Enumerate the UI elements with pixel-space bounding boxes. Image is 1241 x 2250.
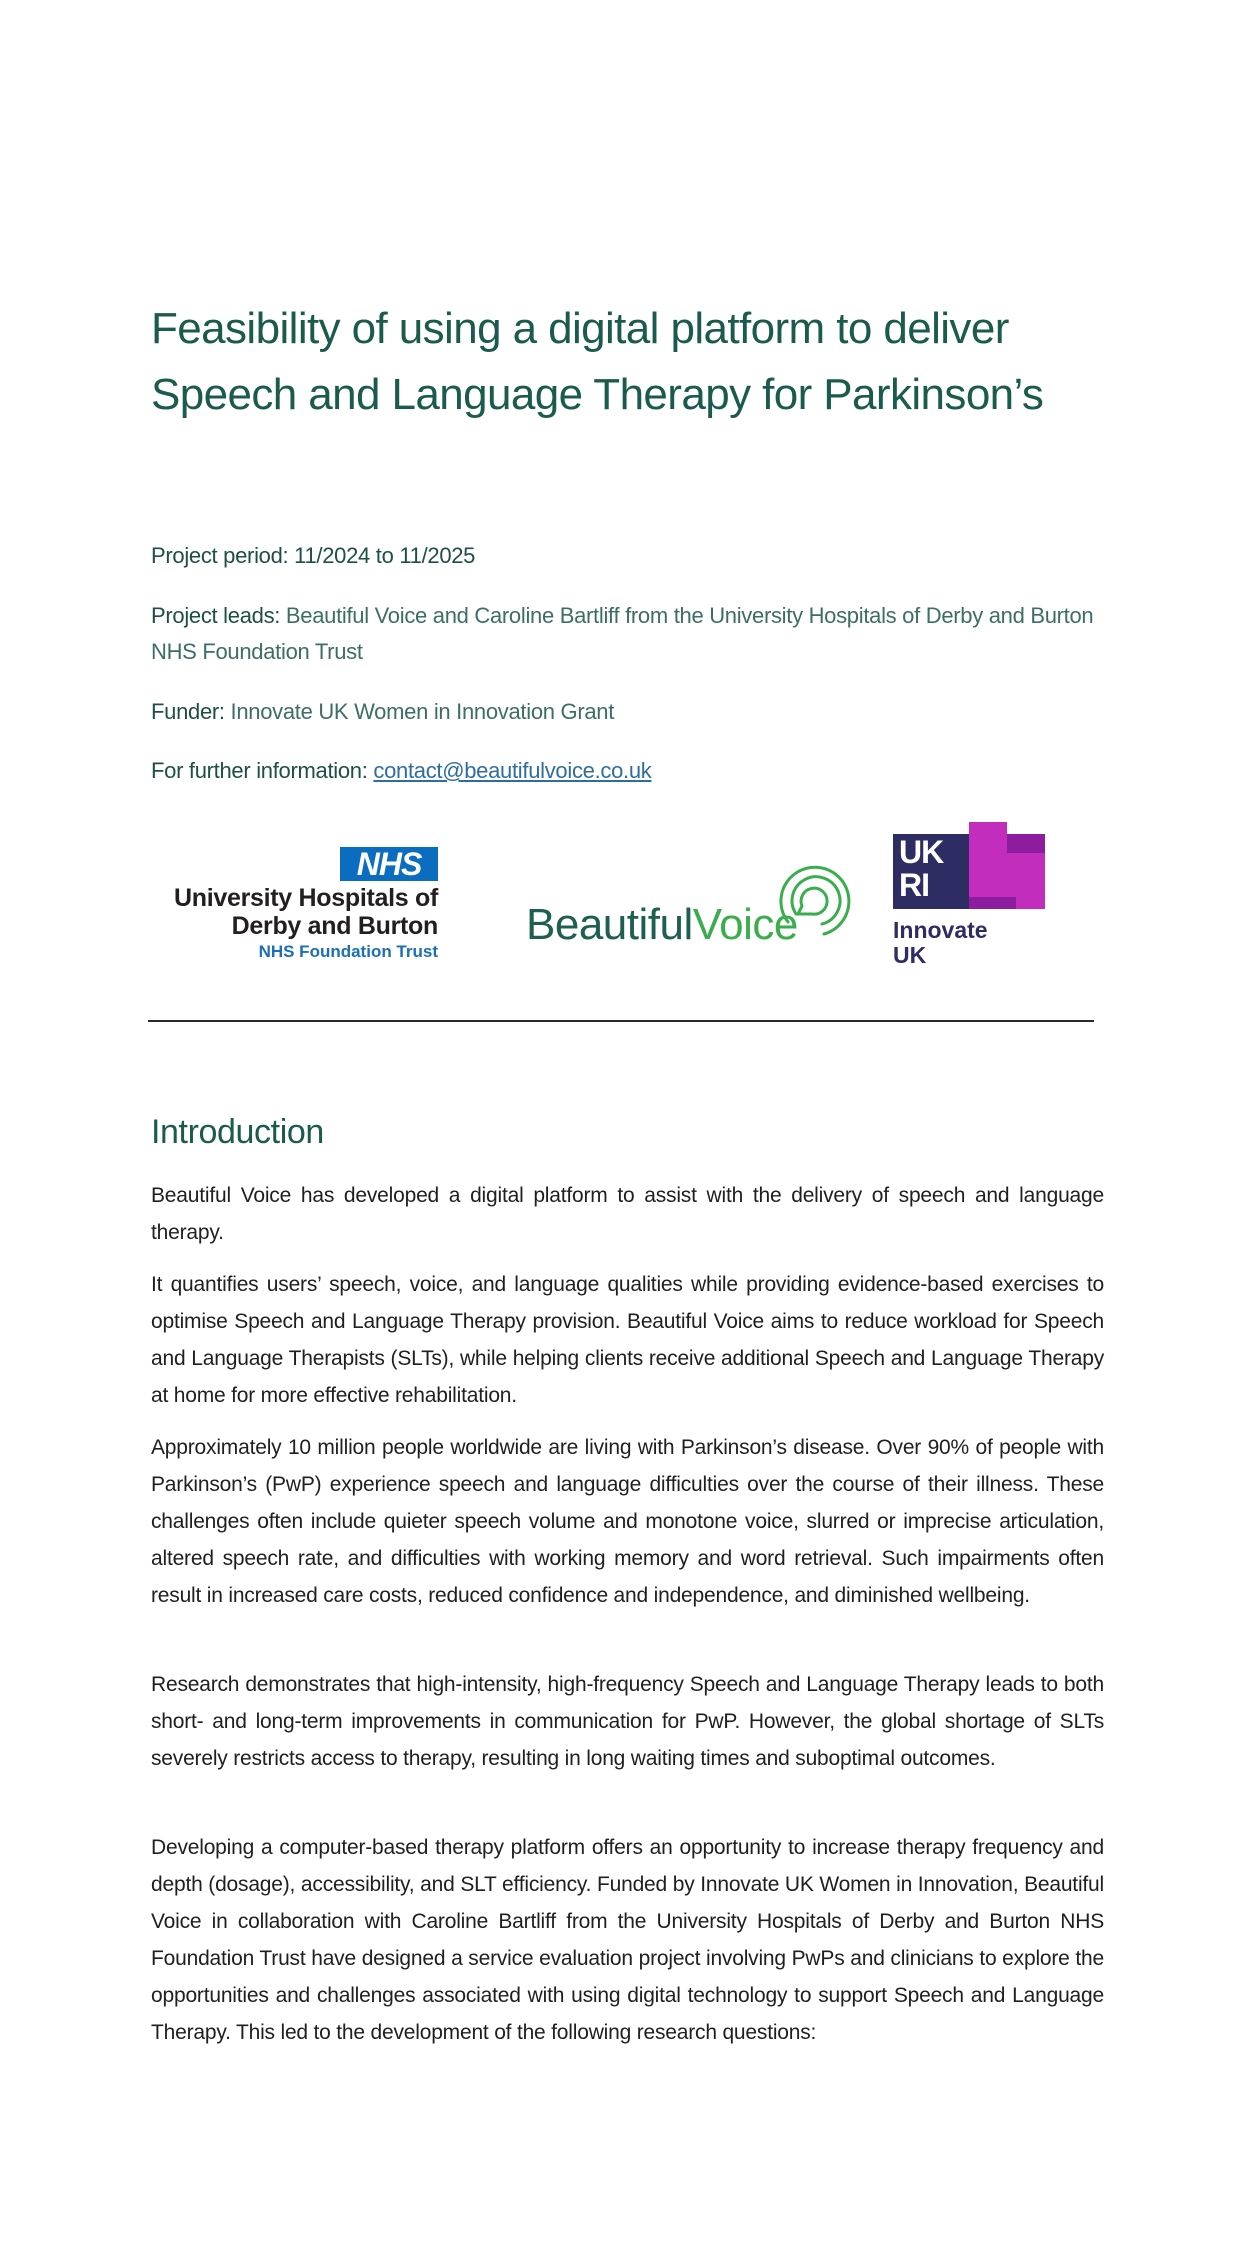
section-divider (148, 1020, 1094, 1022)
funder-label: Funder: (151, 699, 225, 724)
intro-paragraph: It quantifies users’ speech, voice, and language qualities while providing evidence-based exercises to optimise Speech and Language Therapy provision. Beautiful Voice aims to reduce workload for Speech and Language Therapists (SLTs), while helping clients receive additional Speech and Language Therapy at home for more effective rehabilitation. (151, 1273, 1104, 1407)
innovate-uk-line2: UK (893, 942, 927, 968)
intro-paragraph: Approximately 10 million people worldwide are living with Parkinson’s disease. Over 90% of people with Parkinson’s (PwP) experience speech and language difficulties over the course of their illness. These challenges often include quieter speech volume and monotone voice, slurred or imprecise articulation, altered speech rate, and difficulties with working memory and word retrieval. Such impairments often result in increased care costs, reduced confidence and independence, and diminished wellbeing. (151, 1436, 1104, 1607)
introduction-heading: Introduction (151, 1113, 324, 1151)
intro-paragraph: Research demonstrates that high-intensity, high-frequency Speech and Language Therapy leads to both short- and long-term improvements in communication for PwP. However, the global shortage of SLTs severely restricts access to therapy, resulting in long waiting times and suboptimal outcomes. (151, 1673, 1104, 1770)
funder-value: Innovate UK Women in Innovation Grant (224, 699, 615, 724)
ukri-magenta-block (969, 822, 1007, 909)
project-leads-value: Beautiful Voice and Caroline Bartliff from the University Hospitals of Derby and Burton NHS Foundation Trust (151, 603, 1094, 664)
beautiful-voice-wordmark (526, 900, 798, 950)
intro-paragraph: Beautiful Voice has developed a digital platform to assist with the delivery of speech and language therapy. (151, 1184, 1104, 1244)
ukri-letters-line1: UK (899, 834, 944, 870)
ukri-letters-line2: RI (899, 867, 929, 903)
beautiful-voice-part1: Beautiful (526, 900, 693, 949)
nhs-logo-line3: NHS Foundation Trust (258, 942, 438, 961)
beautiful-voice-part2: Voice (692, 900, 798, 949)
beautiful-voice-logo (526, 862, 866, 962)
innovate-uk-line1: Innovate (893, 917, 988, 943)
ukri-purple-block-2 (969, 897, 1016, 909)
intro-paragraph: Developing a computer-based therapy platform offers an opportunity to increase therapy frequency and depth (dosage), accessibility, and SLT efficiency. Funded by Innovate UK Women in Innovation, Beautiful Voice in collaboration with Caroline Bartliff from the University Hospitals of Derby and Burton NHS Foundation Trust have designed a service evaluation project involving PwPs and clinicians to explore the opportunities and challenges associated with using digital technology to support Speech and Language Therapy. This led to the development of the following research questions: (151, 1836, 1104, 2044)
further-information (151, 753, 1104, 789)
funder (151, 694, 1104, 730)
project-period (151, 538, 1104, 574)
nhs-logo-line1: University Hospitals of (174, 884, 438, 912)
contact-email-link[interactable]: contact@beautifulvoice.co.uk (373, 758, 652, 783)
ukri-purple-block (1007, 834, 1045, 853)
speech-bubble-waves-icon (772, 862, 852, 942)
project-leads-label: Project leads: (151, 603, 281, 628)
nhs-logo-line2: Derby and Burton (231, 912, 438, 940)
document-title: Feasibility of using a digital platform to deliver Speech and Language Therapy for Parkinson’s (151, 304, 1044, 419)
nhs-trust-logo (140, 846, 440, 986)
ukri-letters (899, 836, 943, 902)
further-info-label: For further information: (151, 758, 368, 783)
nhs-badge: NHS (340, 847, 438, 881)
project-period-text: Project period: 11/2024 to 11/2025 (151, 543, 476, 568)
project-leads (151, 598, 1104, 670)
innovate-uk-text (893, 918, 988, 968)
innovate-uk-logo (893, 822, 1063, 982)
